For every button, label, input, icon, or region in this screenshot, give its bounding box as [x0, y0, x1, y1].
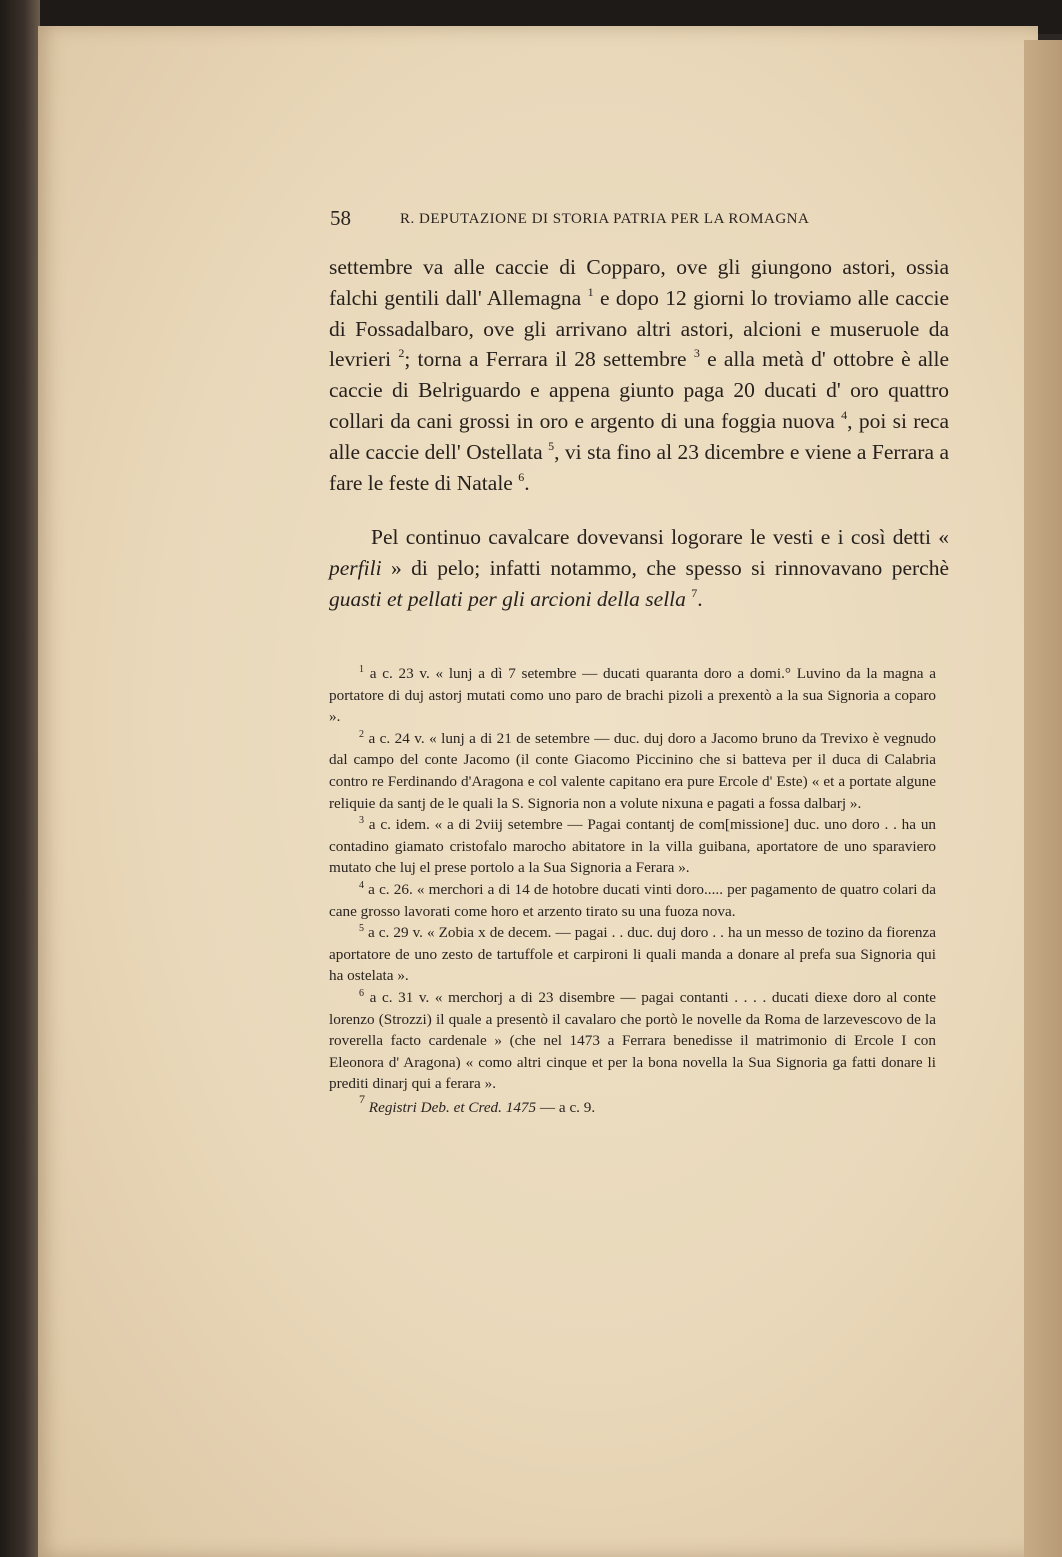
running-header	[330, 206, 950, 236]
footnote-ref: 1	[587, 284, 594, 299]
footnote-mark: 5	[359, 923, 364, 935]
footnote-text: a c. 26. « merchori a di 14 de hotobre ducati vinti doro..... per pagamento de quatro colari da cane grosso lavorati come horo et arzento tirato su una fuoza nova.	[329, 880, 936, 920]
text-run: e alla metà d' ottobre è alle caccie di Belriguardo e appena giunto paga 20 ducati d' oro quattro collari da cani grossi in oro e argento di una foggia nuova	[329, 347, 949, 433]
footnote-mark: 4	[359, 879, 364, 891]
footnote-mark: 7	[359, 1091, 365, 1106]
footnote	[329, 728, 936, 814]
footnote-ref: 7	[691, 585, 698, 600]
italic-quote: guasti et pellati per gli arcioni della sella	[329, 586, 686, 611]
page-number: 58	[330, 206, 351, 230]
paragraph-1	[329, 252, 949, 498]
text-run: settembre va alle caccie di Copparo, ove gli giungono astori, ossia falchi gentili dall' Allemagna	[329, 255, 949, 310]
footnote-mark: 2	[359, 728, 364, 740]
footnote-source-title: Registri Deb. et Cred. 1475	[368, 1098, 537, 1116]
text-run: » di pelo; infatti notammo, che spesso si rinnovavano perchè	[381, 556, 949, 581]
footnote-text: a c. idem. « a di 2viij setembre — Pagai contantj de com[missione] duc. uno doro . . ha un contadino giamato cristofalo marocho abitatore in la villa guibana, aportatore de uno sparaviero mutato che luj el prese portolo a la Sua Signoria a Ferara ».	[329, 816, 937, 877]
footnote-text: — a c. 9.	[536, 1098, 596, 1116]
footnote-mark: 6	[359, 987, 364, 999]
footnote-text: a c. 31 v. « merchorj a di 23 disembre — pagai contanti . . . . ducati diexe doro al conte lorenzo (Strozzi) il quale a presentò il cavalaro che portò le novelle da Roma de larzevescovo de la roverella facto cardenale » (che nel 1473 a Ferrara benedisse il matrimonio di Ercole I con Eleonora d' Aragona) « como altri cinque et per la bona novella la Sua Signoria ga fatti donare li prediti dinarj qui a ferara ».	[329, 988, 937, 1093]
footnote	[329, 663, 936, 728]
italic-term: perfili	[329, 556, 382, 581]
footnote-ref: 4	[841, 407, 848, 422]
next-page-edge	[1024, 40, 1062, 1557]
footnote-ref: 2	[398, 346, 405, 361]
footnote-ref: 3	[693, 346, 700, 361]
footnote	[329, 987, 936, 1095]
footnote	[329, 879, 936, 922]
footnote-mark: 3	[359, 815, 364, 827]
footnote	[329, 922, 936, 987]
footnote-text: a c. 29 v. « Zobia x de decem. — pagai . . duc. duj doro . . ha un messo de tozino da fiorenza aportatore de uno zesto de tartuffole et carpironi li quali manda a donare al prefa sua Signoria qui ha ostelata ».	[329, 924, 936, 985]
footnotes	[329, 663, 936, 1118]
text-run: .	[524, 470, 530, 495]
text-run: Pel continuo cavalcare dovevansi logorare le vesti e i così detti «	[371, 525, 949, 550]
text-run: e dopo 12 giorni lo troviamo alle caccie di Fossadalbaro, ove gli arrivano altri astori, alcioni e museruole da levrieri	[329, 285, 950, 372]
text-run: , vi sta fino al 23 dicembre e viene a Ferrara a fare le feste di Natale	[329, 439, 950, 495]
book-spine	[0, 0, 40, 1557]
main-text	[329, 252, 949, 615]
paragraph-2	[329, 522, 949, 614]
running-title: R. DEPUTAZIONE DI STORIA PATRIA PER LA ROMAGNA	[400, 211, 810, 227]
footnote	[329, 814, 936, 879]
footnote-mark: 1	[359, 664, 364, 675]
footnote-ref: 6	[518, 469, 525, 484]
text-run: , poi si reca alle caccie dell' Ostellata	[329, 408, 950, 464]
footnote-text: a c. 23 v. « lunj a dì 7 setembre — ducati quaranta doro a domi.° Luvino da la magna a portatore di duj astorj mutati como uno paro de brachi pizoli a prexentò a la sua Signoria a coparo ».	[329, 665, 936, 726]
text-run: .	[697, 586, 703, 611]
footnote	[329, 1091, 936, 1119]
text-run: ; torna a Ferrara il 28 settembre	[404, 347, 687, 372]
footnote-text: a c. 24 v. « lunj a di 21 de setembre — duc. duj doro a Jacomo bruno da Trevixo è vegnudo dal campo del conte Jacomo (il conte Giacomo Piccinino che si batteva per il duca di Calabria contro re Ferdinando d'Aragona e col valente capitano era pure Ercole d' Este) « et a portate algune reliquie da santj de le quali la S. Signoria non a volute nixuna e pagati a fossa dalbarj ».	[329, 729, 937, 812]
footnote-ref: 5	[548, 438, 555, 453]
